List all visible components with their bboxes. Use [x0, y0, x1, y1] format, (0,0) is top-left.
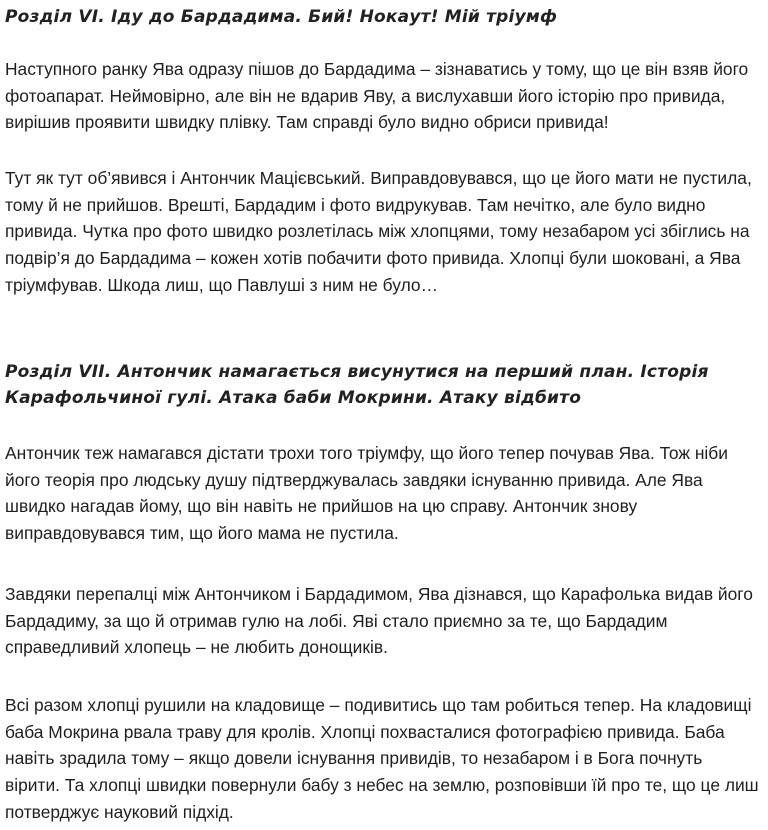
section-6-paragraph-1: Наступного ранку Ява одразу пішов до Бардадима – зізнаватись у тому, що це він взяв його фотоапарат. Неймовірно, але він не вдарив Яву, а вислухавши його історію про привида, вирішив проявити швидку плівку. Там справді було видно обриси привида!	[5, 59, 749, 133]
section-6-paragraph-2: Тут як тут об’явився і Антончик Мацієвський. Виправдовувався, що це його мати не пустила, тому й не прийшов. Врешті, Бардадим і фото видрукував. Там нечітко, але було видно привида. Чутка про фото швидко розлетілась між хлопцями, тому незабаром усі збіглись на подвір’я до Бардадима – кожен хотів побачити фото привида. Хлопці були шоковані, а Ява тріумфував. Шкода лиш, що Павлуші з ним не було…	[5, 168, 752, 295]
section-7-paragraph-3: Всі разом хлопці рушили на кладовище – подивитись що там робиться тепер. На кладовищі баба Мокрина рвала траву для кролів. Хлопці похвасталися фотографією привида. Баба навіть зрадила тому – якщо довели існування привидів, то незабаром і в Бога почнуть вірити. Та хлопці швидки повернули бабу з небес на землю, розповівши їй про те, що це лиш потверджує науковий підхід.	[5, 695, 759, 822]
section-7-paragraph-2: Завдяки перепалці між Антончиком і Бардадимом, Ява дізнався, що Карафолька видав його Бардадиму, за що й отримав гулю на лобі. Яві стало приємно за те, що Бардадим справедливий хлопець – не любить донощиків.	[5, 584, 753, 658]
section-6-heading: Розділ VI. Іду до Бардадима. Бий! Нокаут! Мій тріумф	[5, 7, 558, 27]
section-7-paragraph-1: Антончик теж намагався дістати трохи того тріумфу, що його тепер почував Ява. Тож ніби його теорія про людську душу підтверджувалась завдяки існуванню привида. Але Ява швидко нагадав йому, що він навіть не прийшов на цю справу. Антончик знову виправдовувався тим, що його мама не пустила.	[5, 443, 728, 544]
section-7-heading: Розділ VII. Антончик намагається висунутися на перший план. Історія Карафольчиної гулі. Атака баби Мокрини. Атаку відбито	[5, 362, 709, 408]
